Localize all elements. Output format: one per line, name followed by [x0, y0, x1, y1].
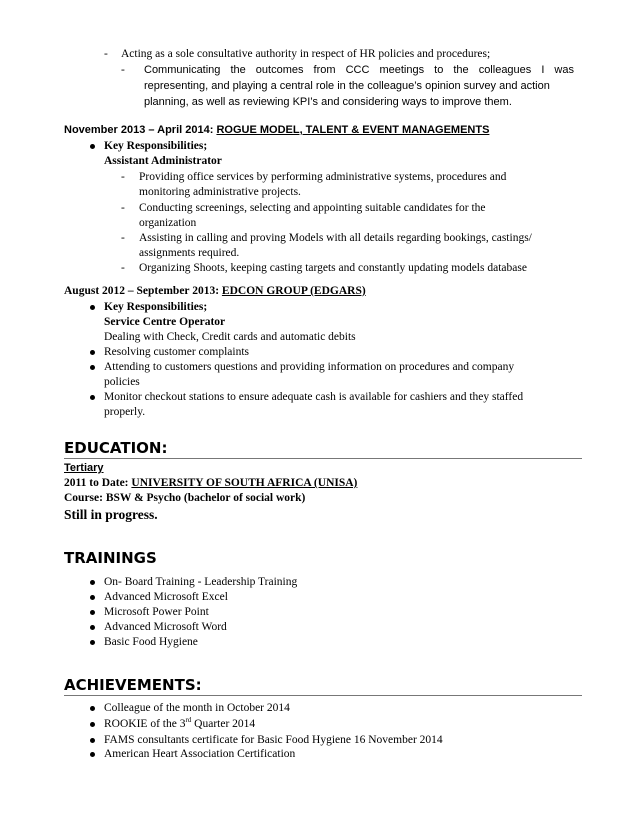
job-dates: November 2013 – April 2014:	[64, 124, 217, 136]
duty-bullet-2-line-1: Attending to customers questions and providing information on procedures and company	[104, 361, 515, 373]
course-line: Course: BSW & Psycho (bachelor of social work)	[64, 492, 306, 504]
job-dates: August 2012 – September 2013:	[64, 285, 222, 297]
bullet-icon	[90, 610, 95, 615]
hr-item-1: Acting as a sole consultative authority in respect of HR policies and procedures;	[121, 48, 491, 60]
hr-item-2-line-2: representing, and playing a central role in the colleague’s opinion survey and action	[144, 80, 550, 92]
bullet-icon	[90, 738, 95, 743]
bullet-icon	[90, 395, 95, 400]
duty-plain: Dealing with Check, Credit cards and automatic debits	[104, 331, 356, 343]
job-rogue-header	[64, 123, 489, 137]
role-title: Service Centre Operator	[104, 316, 226, 328]
duty-2-line-1: Conducting screenings, selecting and appointing suitable candidates for the	[139, 202, 486, 214]
achievement-item: American Heart Association Certification	[104, 748, 296, 760]
dash-marker: -	[121, 64, 125, 76]
achievements-heading: ACHIEVEMENTS:	[64, 676, 202, 694]
section-divider	[64, 695, 582, 696]
training-item: Advanced Microsoft Excel	[104, 591, 228, 603]
duty-bullet-2-line-2: policies	[104, 376, 140, 388]
duty-bullet-3-line-1: Monitor checkout stations to ensure adequate cash is available for cashiers and they staffed	[104, 391, 524, 403]
training-item: Basic Food Hygiene	[104, 636, 198, 648]
job-edcon-header	[64, 284, 366, 298]
dash-marker: -	[121, 171, 125, 183]
bullet-icon	[90, 625, 95, 630]
dash-marker: -	[121, 202, 125, 214]
training-item: Advanced Microsoft Word	[104, 621, 227, 633]
achievement-item	[104, 717, 255, 731]
key-responsibilities-label: Key Responsibilities;	[104, 140, 208, 152]
bullet-icon	[90, 365, 95, 370]
tertiary-label: Tertiary	[64, 462, 104, 474]
hr-item-2-line-1: Communicating the outcomes from CCC meetings to the colleagues I was	[144, 64, 574, 76]
bullet-icon	[90, 706, 95, 711]
key-responsibilities-label: Key Responsibilities;	[104, 301, 208, 313]
bullet-icon	[90, 580, 95, 585]
bullet-icon	[90, 722, 95, 727]
company-name: EDCON GROUP (EDGARS)	[221, 285, 366, 297]
bullet-icon	[90, 305, 95, 310]
duty-3-line-1: Assisting in calling and proving Models with all details regarding bookings, castings/	[139, 232, 532, 244]
university-name: UNIVERSITY OF SOUTH AFRICA (UNISA)	[131, 477, 358, 489]
bullet-icon	[90, 752, 95, 757]
achievement-text: Quarter 2014	[191, 718, 256, 730]
section-divider	[64, 458, 582, 459]
education-status: Still in progress.	[64, 507, 158, 522]
duty-1-line-1: Providing office services by performing administrative systems, procedures and	[139, 171, 507, 183]
education-heading: EDUCATION:	[64, 439, 168, 457]
duty-2-line-2: organization	[139, 217, 197, 229]
bullet-icon	[90, 595, 95, 600]
training-item: Microsoft Power Point	[104, 606, 209, 618]
education-date: 2011 to Date:	[64, 477, 132, 489]
duty-4: Organizing Shoots, keeping casting targets and constantly updating models database	[139, 262, 527, 274]
education-date-line	[64, 476, 357, 490]
dash-marker: -	[121, 262, 125, 274]
dash-marker: -	[121, 232, 125, 244]
dash-marker: -	[104, 48, 108, 60]
duty-bullet-1: Resolving customer complaints	[104, 346, 250, 358]
hr-item-2-line-3: planning, as well as reviewing KPI’s and considering ways to improve them.	[144, 96, 512, 108]
bullet-icon	[90, 144, 95, 149]
duty-bullet-3-line-2: properly.	[104, 406, 146, 418]
ordinal-suffix: rd	[185, 716, 192, 724]
duty-1-line-2: monitoring administrative projects.	[139, 186, 301, 198]
bullet-icon	[90, 640, 95, 645]
company-name: ROGUE MODEL, TALENT & EVENT MANAGEMENTS	[216, 124, 490, 136]
bullet-icon	[90, 350, 95, 355]
achievement-item: Colleague of the month in October 2014	[104, 702, 290, 714]
role-title: Assistant Administrator	[104, 155, 222, 167]
achievement-item: FAMS consultants certificate for Basic Food Hygiene 16 November 2014	[104, 734, 443, 746]
training-item: On- Board Training - Leadership Training	[104, 576, 298, 588]
achievement-text: ROOKIE of the 3	[104, 718, 186, 730]
duty-3-line-2: assignments required.	[139, 247, 240, 259]
trainings-heading: TRAININGS	[64, 549, 157, 567]
